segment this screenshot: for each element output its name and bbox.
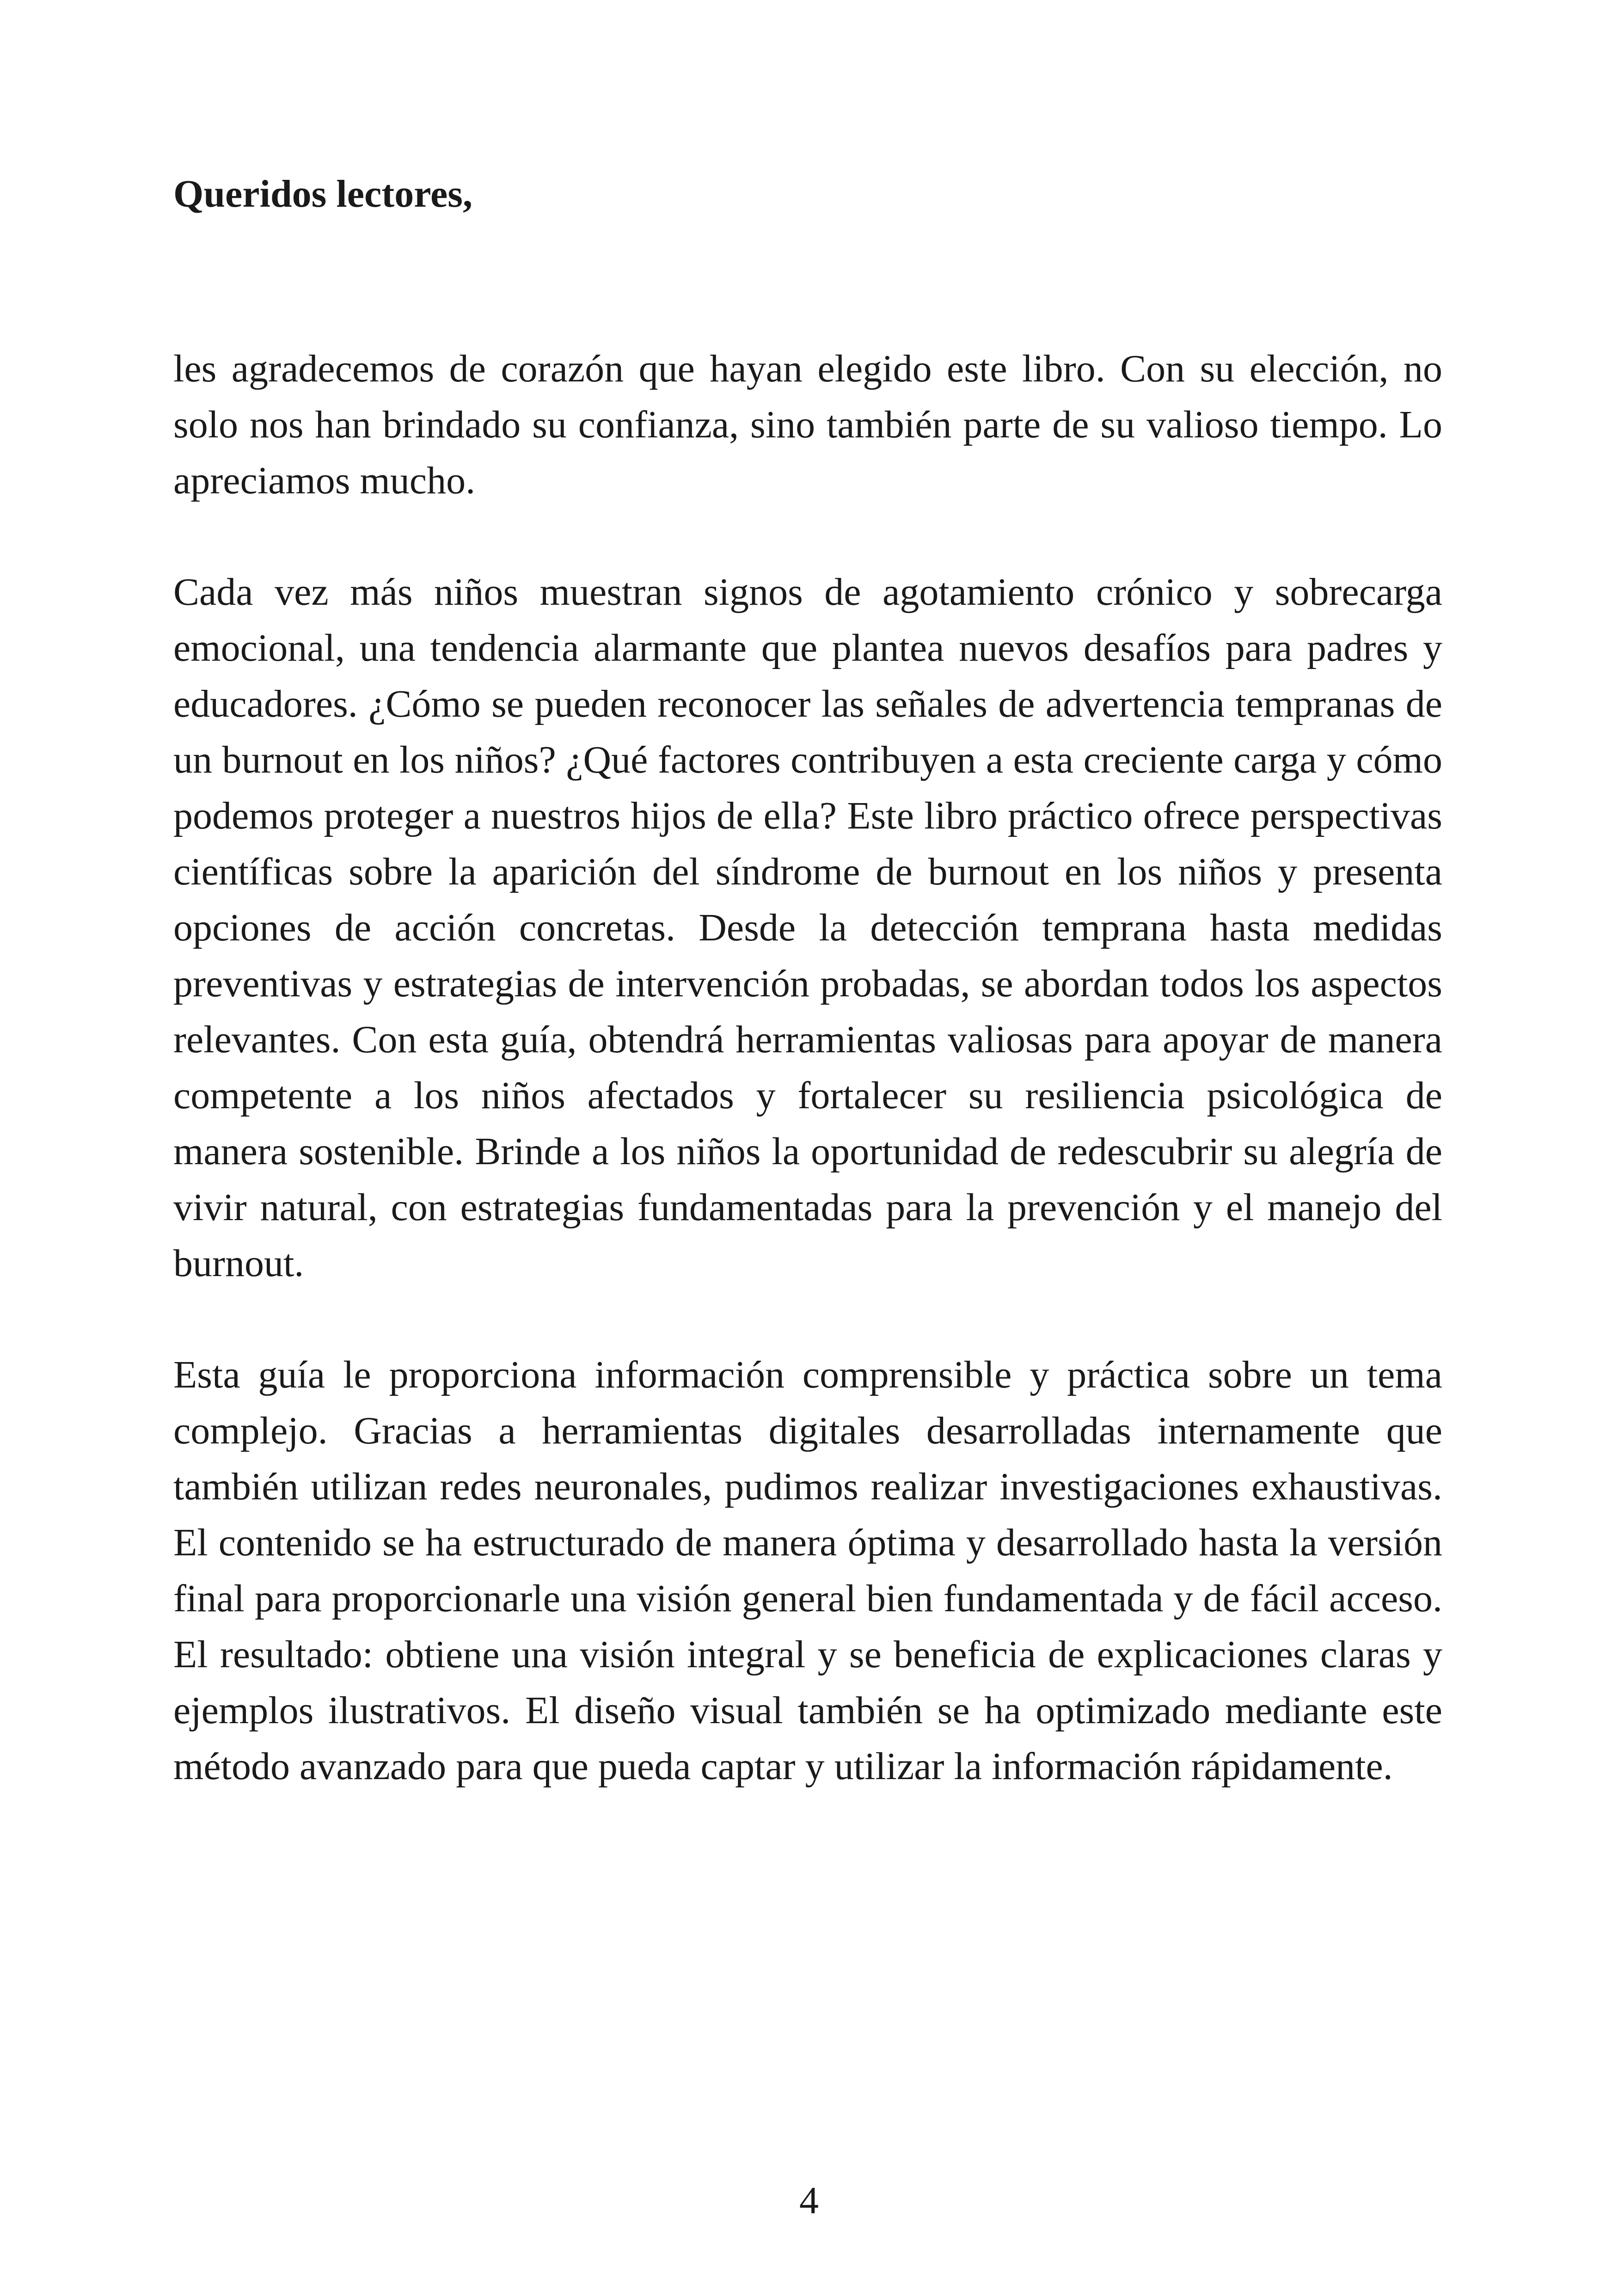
page-number: 4 (799, 2179, 819, 2222)
paragraph-book-overview: Cada vez más niños muestran signos de agotamiento crónico y sobrecarga emocional, una tendencia alarmante que plantea nuevos desafíos para padres y educadores. ¿Cómo se pueden reconocer las señales de advertencia tempranas de un burnout en los niños? ¿Qué factores contribuyen a esta creciente carga y cómo podemos proteger a nuestros hijos de ella? Este libro práctico ofrece perspectivas científicas sobre la aparición del síndrome de burnout en los niños y presenta opciones de acción concretas. Desde la detección temprana hasta medidas preventivas y estrategias de intervención probadas, se abordan todos los aspectos relevantes. Con esta guía, obtendrá herramientas valiosas para apoyar de manera competente a los niños afectados y fortalecer su resiliencia psicológica de manera sostenible. Brinde a los niños la oportunidad de redescubrir su alegría de vivir natural, con estrategias fundamentadas para la prevención y el manejo del burnout. (173, 571, 1442, 1285)
paragraph-thanks: les agradecemos de corazón que hayan elegido este libro. Con su elección, no solo nos han brindado su confianza, sino también parte de su valioso tiempo. Lo apreciamos mucho. (173, 347, 1442, 502)
paragraph-method: Esta guía le proporciona información comprensible y práctica sobre un tema complejo. Gracias a herramientas digitales desarrolladas internamente que también utilizan redes neuronales, pudimos realizar investigaciones exhaustivas. El contenido se ha estructurado de manera óptima y desarrollado hasta la versión final para proporcionarle una visión general bien fundamentada y de fácil acceso. El resultado: obtiene una visión integral y se beneficia de explicaciones claras y ejemplos ilustrativos. El diseño visual también se ha optimizado mediante este método avanzado para que pueda captar y utilizar la información rápidamente. (173, 1353, 1442, 1788)
page-body (173, 171, 1442, 1850)
salutation: Queridos lectores, (173, 172, 472, 215)
